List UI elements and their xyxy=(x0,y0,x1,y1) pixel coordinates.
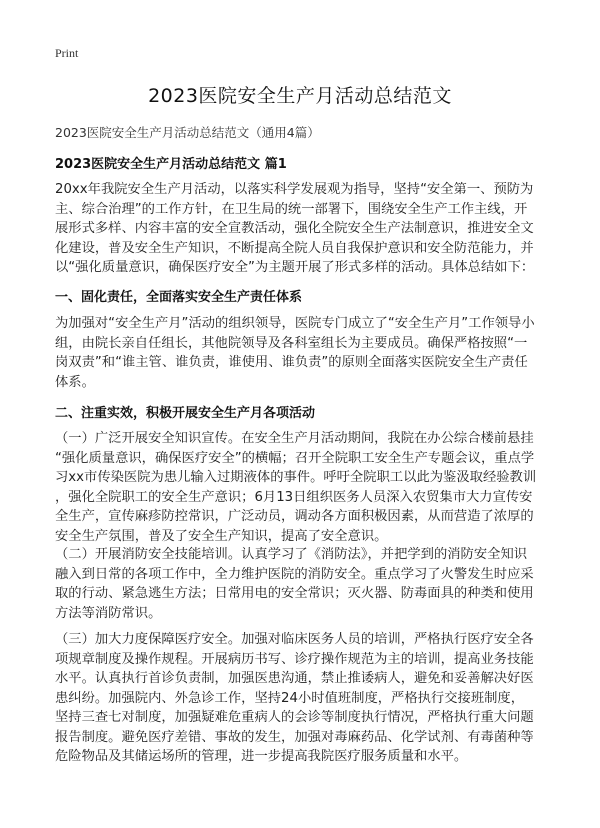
text-line: 习xx市传染医院为患儿输入过期液体的事件。呼吁全院职工以此为鉴汲取经验教训 xyxy=(55,470,537,485)
text-line: 体系。 xyxy=(55,374,95,390)
text-line: 全生产，宣传麻疹防控常识，广泛动员，调动各方面积极因素，从而营造了浓厚的 xyxy=(55,509,534,524)
text-line: 水平。认真执行首诊负责制，加强医患沟通，禁止推诿病人，避免和妥善解决好医 xyxy=(55,671,534,686)
text-line: 展形式多样、内容丰富的安全宣教活动，强化全院安全生产法制意识，推进安全文 xyxy=(55,221,534,236)
text-line: 20xx年我院安全生产月活动，以落实科学发展观为指导，坚持“安全第一、预防为 xyxy=(55,182,534,197)
text-line: 融入到日常的各项工作中，全力维护医院的消防安全。重点学习了火警发生时应采 xyxy=(55,566,534,582)
text-line: （一）广泛开展安全知识宣传。在安全生产月活动期间，我院在办公综合楼前悬挂 xyxy=(55,431,534,446)
text-line: 为加强对“安全生产月”活动的组织领导，医院专门成立了“安全生产月”工作领导小 xyxy=(55,316,535,331)
section-heading: 2023医院安全生产月活动总结范文 篇1 xyxy=(55,157,287,172)
part2-item2-paragraph xyxy=(55,545,555,623)
part1-heading: 一、固化责任，全面落实安全生产责任体系 xyxy=(55,290,303,305)
text-line: （三）加大力度保障医疗安全。加强对临床医务人员的培训，严格执行医疗安全各 xyxy=(55,632,534,647)
text-line: 坚持三查七对制度，加强疑难危重病人的会诊等制度执行情况，严格执行重大问题 xyxy=(55,710,534,725)
intro-paragraph xyxy=(55,180,555,278)
text-line: 报告制度。避免医疗差错、事故的发生，加强对毒麻药品、化学试剂、有毒菌种等 xyxy=(55,729,534,745)
part2-item3-paragraph xyxy=(55,630,555,767)
text-line: 以“强化质量意识，确保医疗安全”为主题开展了形式多样的活动。具体总结如下： xyxy=(55,260,535,275)
text-line: 组，由院长亲自任组长，其他院领导及各科室组长为主要成员。确保严格按照“一 xyxy=(55,335,528,351)
document-title: 2023医院安全生产月活动总结范文 xyxy=(148,85,452,107)
text-line: 化建设，普及安全生产知识，不断提高全院人员自我保护意识和安全防范能力，并 xyxy=(55,240,534,256)
print-label: Print xyxy=(55,46,79,60)
part1-paragraph xyxy=(55,314,555,392)
text-line: 患纠纷。加强院内、外急诊工作，坚持24小时值班制度，严格执行交接班制度， xyxy=(55,690,525,706)
document-subtitle: 2023医院安全生产月活动总结范文（通用4篇） xyxy=(55,125,320,140)
text-line: 岗双责”和“谁主管、谁负责，谁使用、谁负责”的原则全面落实医院安全生产责任 xyxy=(55,355,528,370)
text-line: （二）开展消防安全技能培训。认真学习了《消防法》，并把学到的消防安全知识 xyxy=(55,547,528,562)
text-line: 项规章制度及操作规程。开展病历书写、诊疗操作规范为主的培训，提高业务技能 xyxy=(55,651,534,667)
text-line: “强化质量意识，确保医疗安全”的横幅；召开全院职工安全生产专题会议，重点学 xyxy=(55,450,535,466)
text-line: ，强化全院职工的安全生产意识；6月13日组织医务人员深入农贸集市大力宣传安 xyxy=(55,489,533,505)
text-line: 危险物品及其储运场所的管理，进一步提高我院医疗服务质量和水平。 xyxy=(55,749,468,764)
text-line: 主、综合治理”的工作方针，在卫生局的统一部署下，围绕安全生产工作主线，开 xyxy=(55,201,528,217)
part2-item1-paragraph xyxy=(55,429,555,546)
part2-heading: 二、注重实效，积极开展安全生产月各项活动 xyxy=(55,406,316,421)
text-line: 取的行动、紧急逃生方法；日常用电的安全常识；灭火器、防毒面具的种类和使用 xyxy=(55,586,534,601)
text-line: 安全生产氛围，普及了安全生产知识，提高了安全意识。 xyxy=(55,528,388,544)
text-line: 方法等消防常识。 xyxy=(55,605,162,621)
